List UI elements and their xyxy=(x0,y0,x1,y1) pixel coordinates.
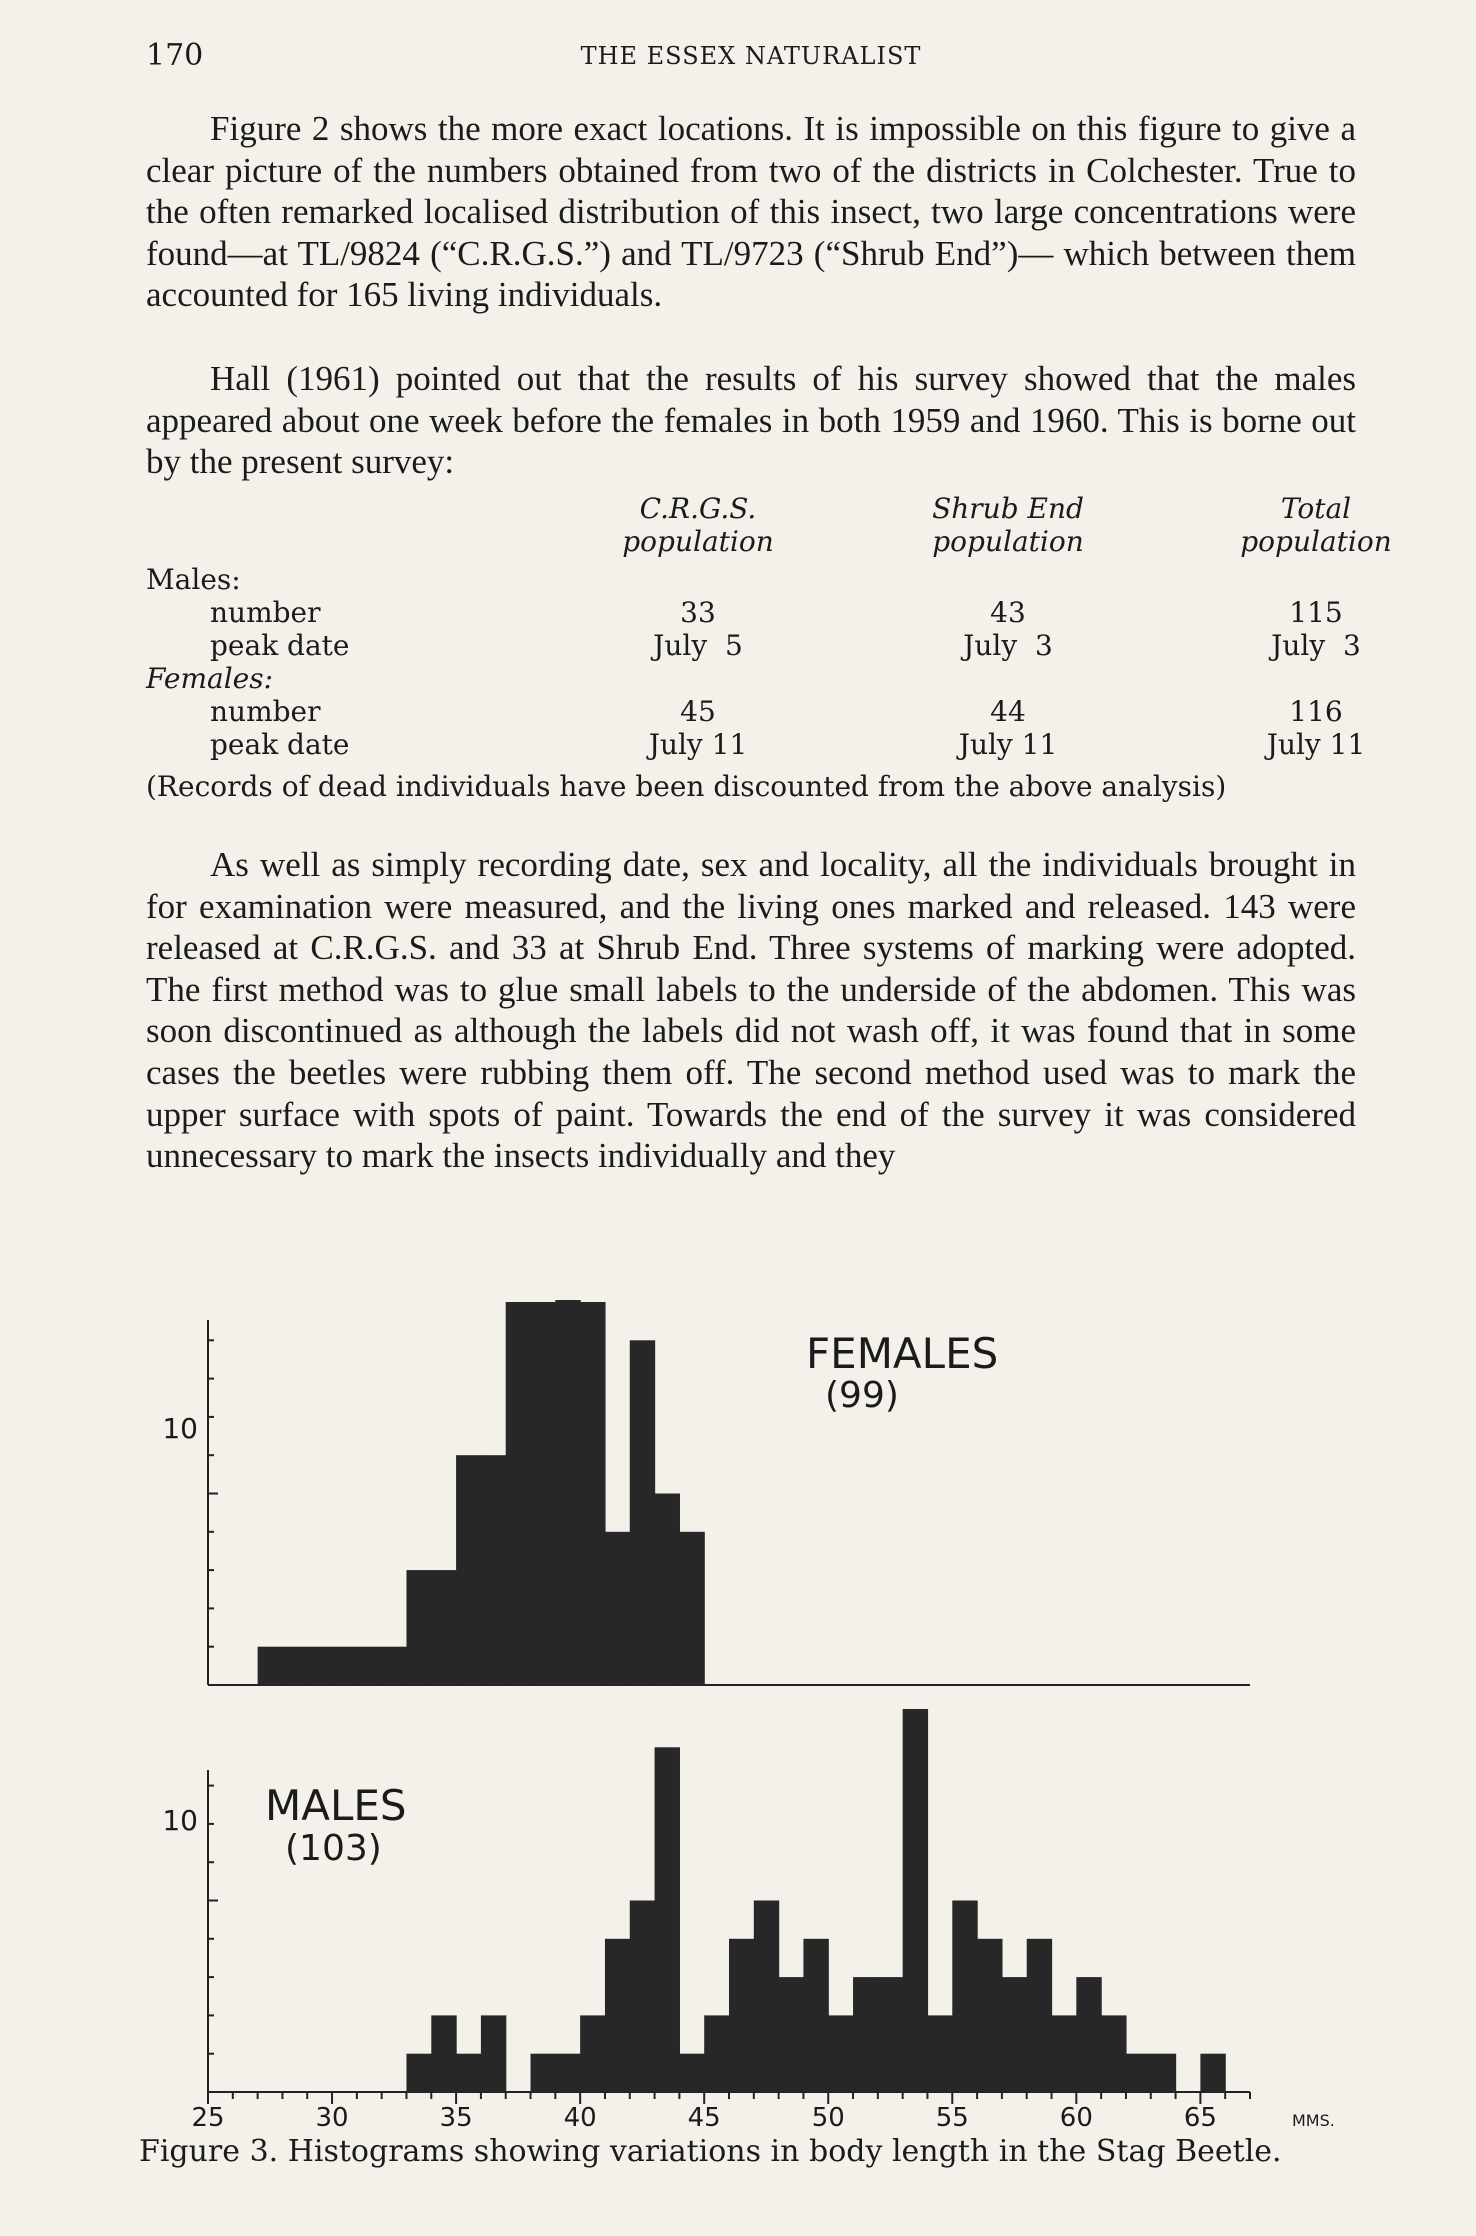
x-tick-label: 60 xyxy=(1059,2103,1093,2130)
number-label: number xyxy=(210,596,321,629)
peak-date-label: peak date xyxy=(210,728,350,761)
running-head: THE ESSEX NATURALIST xyxy=(580,42,922,70)
males-bar xyxy=(729,1939,754,2092)
males-bar xyxy=(1151,2054,1176,2092)
x-tick-label: 25 xyxy=(191,2103,225,2130)
males-bar xyxy=(903,1709,928,2092)
histogram-svg xyxy=(120,1300,1350,2130)
males-bar xyxy=(754,1901,779,2093)
males-bar xyxy=(779,1977,804,2092)
females-bar xyxy=(431,1570,456,1685)
males-title: MALES xyxy=(265,1781,407,1830)
males-bar xyxy=(828,2015,853,2092)
females-bar xyxy=(382,1647,407,1685)
males-bar xyxy=(1076,1977,1101,2092)
females-bar xyxy=(531,1302,556,1685)
males-number-total: 115 xyxy=(1289,596,1343,629)
males-bar xyxy=(580,2015,605,2092)
males-bar xyxy=(977,1939,1002,2092)
males-bar xyxy=(456,2054,481,2092)
males-bar xyxy=(630,1901,655,2093)
page-number: 170 xyxy=(146,38,204,73)
females-number-crgs: 45 xyxy=(680,695,716,728)
females-bar xyxy=(282,1647,307,1685)
x-tick-label: 35 xyxy=(439,2103,473,2130)
females-bar xyxy=(679,1532,704,1685)
table-subheader-row xyxy=(146,525,1392,559)
table-row xyxy=(146,629,1361,663)
males-bar xyxy=(952,1901,977,2093)
x-tick-label: 30 xyxy=(315,2103,349,2130)
males-peak-total: July 3 xyxy=(1271,629,1361,662)
males-bar xyxy=(803,1939,828,2092)
paragraph-locations: Figure 2 shows the more exact locations. It is impossible on this figure to give a clear picture of the numbers obtained from two of the districts in Colchester. True to the often remarked localised distribution of this insect, two large concentrations were found—at TL/9824 (“C.R.G.S.”) and TL/9723 (“Shrub End”)— which between them accounted for 165 living individuals. xyxy=(146,109,1356,315)
table-header-row xyxy=(146,492,1356,526)
females-peak-crgs: July 11 xyxy=(648,728,748,761)
females-bar xyxy=(332,1647,357,1685)
table-row xyxy=(146,695,1356,729)
males-bar xyxy=(605,1939,630,2092)
x-tick-label: 45 xyxy=(687,2103,721,2130)
females-bar xyxy=(506,1302,531,1685)
x-tick-label: 50 xyxy=(811,2103,845,2130)
females-subtitle: (99) xyxy=(825,1375,899,1416)
paragraph-hall-survey: Hall (1961) pointed out that the results of his survey showed that the males appeared about one week before the females in both 1959 and 1960. This is borne out by the present survey: xyxy=(146,359,1356,482)
females-number-shrub-end: 44 xyxy=(990,695,1026,728)
males-bar xyxy=(1052,2015,1077,2092)
males-number-crgs: 33 xyxy=(680,596,716,629)
males-bar xyxy=(1126,2054,1151,2092)
x-tick-label: 65 xyxy=(1183,2103,1217,2130)
males-bar xyxy=(1002,1977,1027,2092)
table-row xyxy=(146,596,1356,630)
number-label: number xyxy=(210,695,321,728)
males-peak-shrub-end: July 3 xyxy=(963,629,1053,662)
males-bar xyxy=(927,2015,952,2092)
x-tick-label: 40 xyxy=(563,2103,597,2130)
males-bar xyxy=(406,2054,431,2092)
females-bar xyxy=(630,1340,655,1685)
males-bar xyxy=(1027,1939,1052,2092)
males-bar xyxy=(531,2054,556,2092)
females-peak-total: July 11 xyxy=(1266,728,1366,761)
females-y-tick-label: 10 xyxy=(162,1412,198,1445)
males-label: Males: xyxy=(146,563,241,596)
table-row xyxy=(146,728,1366,762)
females-label: Females: xyxy=(146,662,274,695)
females-bar xyxy=(307,1647,332,1685)
females-title: FEMALES xyxy=(806,1329,999,1378)
x-tick-label: 55 xyxy=(935,2103,969,2130)
males-peak-crgs: July 5 xyxy=(653,629,743,662)
females-bar xyxy=(481,1455,506,1685)
females-group-row xyxy=(146,662,1356,696)
females-bar xyxy=(580,1302,605,1685)
males-bar xyxy=(1101,2015,1126,2092)
females-bar xyxy=(655,1494,680,1686)
page-header xyxy=(146,38,1356,78)
column-subheader-shrub-end: population xyxy=(932,525,1084,558)
males-bar xyxy=(878,1977,903,2092)
males-bar xyxy=(679,2054,704,2092)
males-group-row xyxy=(146,563,1356,597)
females-number-total: 116 xyxy=(1289,695,1343,728)
males-y-tick-label: 10 xyxy=(162,1804,198,1837)
column-subheader-crgs: population xyxy=(622,525,774,558)
females-bar xyxy=(555,1300,580,1685)
males-bar xyxy=(555,2054,580,2092)
column-header-total: Total xyxy=(1280,492,1352,525)
males-number-shrub-end: 43 xyxy=(990,596,1026,629)
males-bar xyxy=(853,1977,878,2092)
females-bar xyxy=(258,1647,283,1685)
females-bar xyxy=(456,1455,481,1685)
males-subtitle: (103) xyxy=(285,1828,382,1869)
females-bar xyxy=(605,1532,630,1685)
females-bar xyxy=(357,1647,382,1685)
females-bar xyxy=(406,1570,431,1685)
males-bar xyxy=(655,1747,680,2092)
column-header-crgs: C.R.G.S. xyxy=(639,492,757,525)
column-header-shrub-end: Shrub End xyxy=(932,492,1084,525)
males-bar xyxy=(431,2015,456,2092)
males-bar xyxy=(481,2015,506,2092)
paragraph-marking: As well as simply recording date, sex and locality, all the individuals brought in for examination were measured, and the living ones marked and released. 143 were released at C.R.G.S. and 33 at Shrub End. Three systems of marking were adopted. The first method was to glue small labels to the underside of the abdomen. This was soon discontinued as although the labels did not wash off, it was found that in some cases the beetles were rubbing them off. The second method used was to mark the upper surface with spots of paint. Towards the end of the survey it was considered unnecessary to mark the insects individually and they xyxy=(146,845,1356,1176)
table-note: (Records of dead individuals have been discounted from the above analysis) xyxy=(146,770,1227,803)
column-subheader-total: population xyxy=(1240,525,1392,558)
males-bar xyxy=(1200,2054,1225,2092)
males-bar xyxy=(704,2015,729,2092)
x-axis-unit-label: MMS. xyxy=(1292,2111,1335,2130)
peak-date-label: peak date xyxy=(210,629,350,662)
females-peak-shrub-end: July 11 xyxy=(958,728,1058,761)
histogram-figure xyxy=(120,1300,1350,2150)
figure-caption: Figure 3. Histograms showing variations in body length in the Stag Beetle. xyxy=(139,2134,1282,2169)
